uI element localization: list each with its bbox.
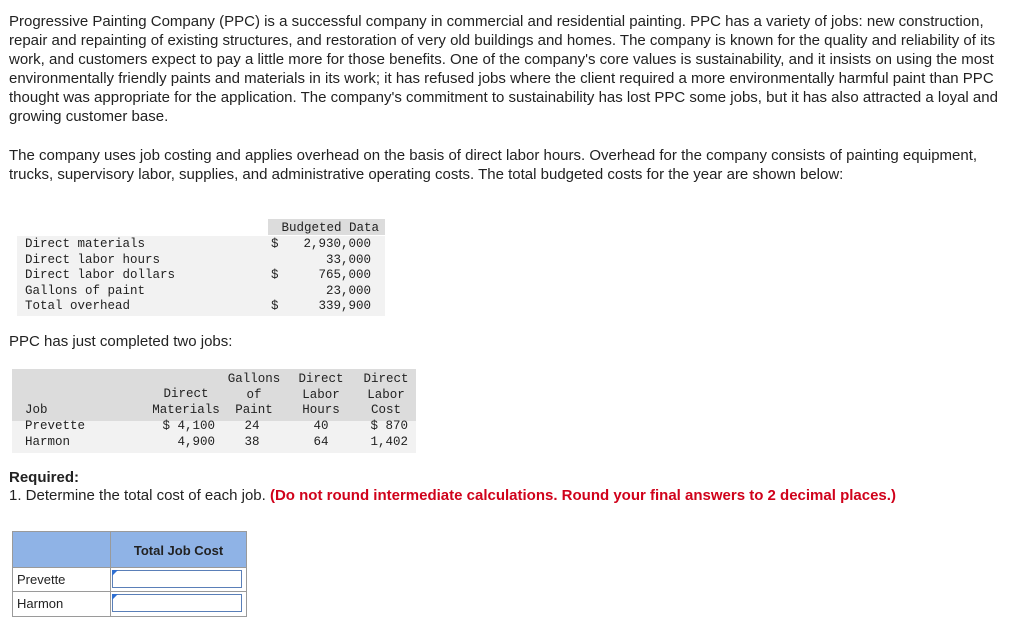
jobs-header-gallons: Gallons of Paint bbox=[227, 372, 281, 417]
harmon-total-cost-input[interactable] bbox=[112, 594, 242, 612]
overhead-paragraph: The company uses job costing and applies overhead on the basis of direct labor hours. Overhead for the company consists of painting equipment, trucks, supervisory labor, supplies, and administrative operating costs. The total budgeted costs for the year are shown below: bbox=[9, 147, 978, 183]
answer-header bbox=[13, 532, 246, 567]
budget-row bbox=[17, 284, 377, 300]
required-note: (Do not round intermediate calculations. Round your final answers to 2 decimal places.) bbox=[269, 487, 896, 504]
answer-header-blank bbox=[13, 532, 111, 567]
budget-value: 765,000 bbox=[318, 268, 371, 282]
prevette-total-cost-input[interactable] bbox=[112, 570, 242, 588]
budget-currency: $ bbox=[271, 299, 279, 313]
budget-value: 23,000 bbox=[325, 284, 371, 298]
answer-row-label: Harmon bbox=[17, 596, 64, 611]
job-cost: $ 870 bbox=[370, 419, 408, 433]
input-flag-icon bbox=[112, 570, 118, 576]
answer-row-harmon bbox=[13, 591, 246, 616]
job-name: Prevette bbox=[25, 419, 86, 433]
answer-row-label: Prevette bbox=[17, 572, 66, 587]
jobs-intro: PPC has just completed two jobs: bbox=[9, 333, 233, 350]
budget-currency: $ bbox=[271, 268, 279, 282]
budget-currency: $ bbox=[271, 237, 279, 251]
budget-label: Direct materials bbox=[25, 237, 146, 251]
job-materials: $ 4,100 bbox=[162, 419, 215, 433]
intro-paragraph: Progressive Painting Company (PPC) is a successful company in commercial and residential painting. PPC has a variety of jobs: new construction, repair and repainting of existing structures, and restoration of very old buildings and homes. The company is known for the quality and reliability of its work, and customers expect to pay a little more for those benefits. One of the company's core values is sustainability, and it insists on using the most environmentally friendly paints and materials in its work; it has refused jobs where the client required a more environmentally harmful paint than PPC thought was appropriate for the application. The company's commitment to sustainability has lost PPC some jobs, but it has also attracted a loyal and growing customer base. bbox=[9, 13, 998, 125]
budget-label: Direct labor dollars bbox=[25, 268, 176, 282]
answer-cell bbox=[110, 592, 247, 616]
jobs-header-labor-hours: Direct Labor Hours bbox=[298, 372, 344, 417]
required-title: Required: bbox=[9, 469, 80, 486]
budget-label: Total overhead bbox=[25, 299, 131, 313]
budget-label: Direct labor hours bbox=[25, 253, 161, 267]
job-cost: 1,402 bbox=[370, 435, 408, 449]
budget-row bbox=[17, 237, 377, 253]
jobs-table bbox=[12, 369, 416, 453]
required-instruction: 1. Determine the total cost of each job. bbox=[9, 487, 266, 504]
budget-row bbox=[17, 253, 377, 269]
job-materials: 4,900 bbox=[177, 435, 215, 449]
jobs-header-labor-cost: Direct Labor Cost bbox=[363, 372, 409, 417]
required-text bbox=[9, 487, 896, 504]
job-hours: 64 bbox=[313, 435, 329, 449]
answer-header-label: Total Job Cost bbox=[133, 543, 224, 558]
answer-table bbox=[12, 531, 247, 617]
job-gallons: 24 bbox=[244, 419, 260, 433]
budget-label: Gallons of paint bbox=[25, 284, 146, 298]
jobs-header-job: Job bbox=[25, 403, 48, 417]
budget-row bbox=[17, 299, 377, 315]
input-flag-icon bbox=[112, 594, 118, 600]
budget-value: 339,900 bbox=[318, 299, 371, 313]
budget-value: 2,930,000 bbox=[303, 237, 371, 251]
budget-value: 33,000 bbox=[325, 253, 371, 267]
job-gallons: 38 bbox=[244, 435, 260, 449]
jobs-header-materials: Direct Materials bbox=[152, 387, 220, 417]
budget-header: Budgeted Data bbox=[268, 219, 385, 235]
budget-row bbox=[17, 268, 377, 284]
job-hours: 40 bbox=[313, 419, 329, 433]
answer-row-prevette bbox=[13, 567, 246, 592]
job-name: Harmon bbox=[25, 435, 71, 449]
answer-cell bbox=[110, 568, 247, 592]
